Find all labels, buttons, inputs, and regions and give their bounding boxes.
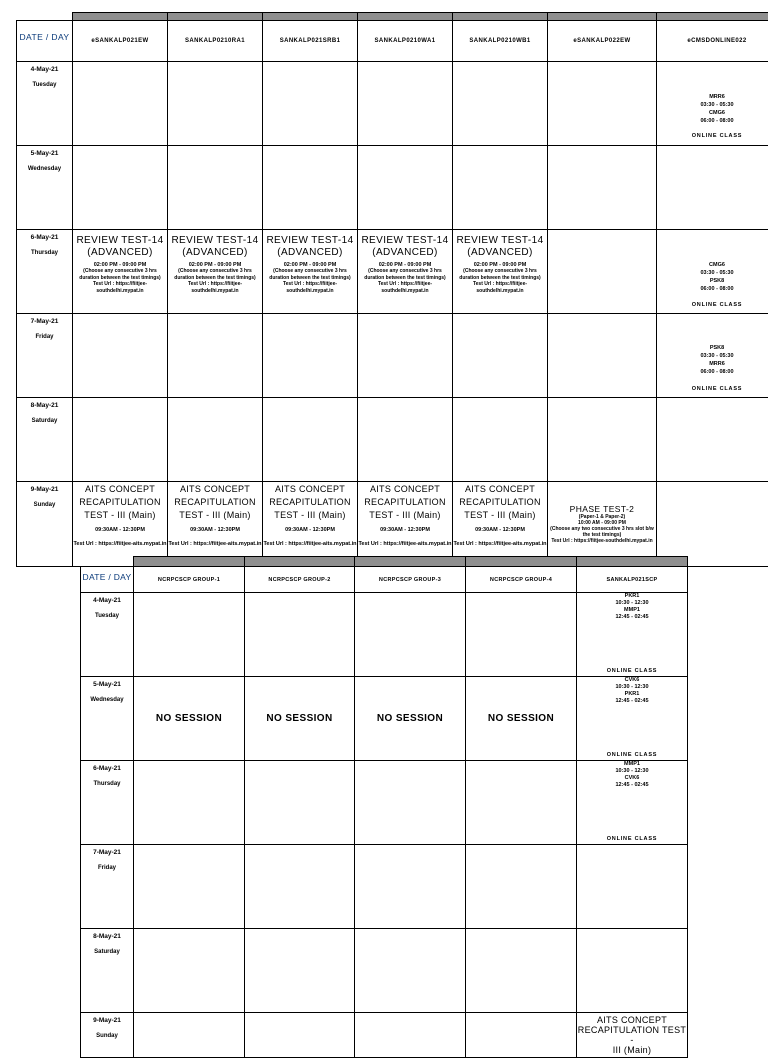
- aits-title: RECAPITULATION TEST -: [577, 1025, 687, 1045]
- review-test-cell: [453, 230, 548, 314]
- date: 5-May-21: [17, 150, 72, 157]
- date-cell: [17, 230, 73, 314]
- aits-title: TEST - III (Main): [73, 510, 167, 521]
- col-header: SANKALP0210WA1: [358, 21, 453, 62]
- date-cell: [17, 314, 73, 398]
- test-url: Test Url : https://fiitjee-southdelhi.mypat.in: [263, 281, 357, 294]
- test-url: Test Url : https://fiitjee-aits.mypat.in: [453, 541, 547, 548]
- test-note: (Choose any consecutive 3 hrs duration between the test timings): [73, 268, 167, 281]
- test-url: Test Url : https://fiitjee-southdelhi.mypat.in: [73, 281, 167, 294]
- test-note: (Choose any consecutive 3 hrs duration between the test timings): [453, 268, 547, 281]
- weekday: Sunday: [81, 1033, 133, 1039]
- weekday: Sunday: [17, 502, 72, 508]
- faculty-code: CVK6: [577, 775, 687, 782]
- col-header: SANKALP0210RA1: [168, 21, 263, 62]
- review-title: REVIEW TEST-14: [73, 235, 167, 247]
- review-subtitle: (ADVANCED): [263, 247, 357, 259]
- faculty-code: PKR1: [577, 593, 687, 600]
- table-row: [17, 230, 768, 314]
- test-url: Test Url : https://fiitjee-southdelhi.mypat.in: [453, 281, 547, 294]
- date-cell: [81, 929, 134, 1013]
- review-title: REVIEW TEST-14: [168, 235, 262, 247]
- timetable-top: [16, 12, 768, 567]
- weekday: Saturday: [81, 949, 133, 955]
- aits-title: TEST - III (Main): [168, 510, 262, 521]
- test-time: 02:00 PM - 09:00 PM: [168, 262, 262, 268]
- test-time: 09:30AM - 12:30PM: [168, 527, 262, 533]
- aits-title: RECAPITULATION: [168, 497, 262, 508]
- test-time: 09:30AM - 12:30PM: [263, 527, 357, 533]
- table-row: [81, 845, 688, 929]
- online-class-label: ONLINE CLASS: [657, 385, 768, 393]
- phase-papers: (Paper-1 & Paper-2): [548, 514, 656, 520]
- aits-title: AITS CONCEPT: [358, 484, 452, 495]
- time-slot: 10:30 - 12:30: [577, 600, 687, 607]
- date-day-header: DATE / DAY: [17, 21, 73, 62]
- sankalp-cell: [577, 761, 688, 845]
- date: 7-May-21: [81, 849, 133, 856]
- faculty-code: CMG6: [657, 261, 768, 269]
- aits-title: TEST - III (Main): [453, 510, 547, 521]
- aits-title: RECAPITULATION: [263, 497, 357, 508]
- weekday: Thursday: [81, 781, 133, 787]
- review-test-cell: [263, 230, 358, 314]
- time-slot: 12:45 - 02:45: [577, 698, 687, 705]
- aits-title: AITS CONCEPT: [577, 1015, 687, 1025]
- test-url: Test Url : https://fiitjee-southdelhi.mypat.in: [358, 281, 452, 294]
- aits-title: RECAPITULATION: [73, 497, 167, 508]
- cms-cell: [657, 62, 768, 146]
- no-session-cell: NO SESSION: [466, 677, 577, 761]
- phase-test-cell: [548, 482, 657, 567]
- test-note: (Choose any two consecutive 3 hrs slot b/w the test timings): [548, 526, 656, 538]
- review-test-cell: [358, 230, 453, 314]
- date-cell: [81, 761, 134, 845]
- faculty-code: CMG6: [657, 109, 768, 117]
- weekday: Friday: [17, 334, 72, 340]
- sankalp-cell: [577, 593, 688, 677]
- review-subtitle: (ADVANCED): [73, 247, 167, 259]
- no-session-cell: NO SESSION: [134, 677, 245, 761]
- faculty-code: MMP1: [577, 607, 687, 614]
- review-subtitle: (ADVANCED): [358, 247, 452, 259]
- col-header: NCRPCSCP GROUP-4: [466, 567, 577, 593]
- test-time: 09:30AM - 12:30PM: [358, 527, 452, 533]
- table-row: [17, 62, 768, 146]
- col-header: NCRPCSCP GROUP-1: [134, 567, 245, 593]
- aits-test-cell: [358, 482, 453, 567]
- cms-cell: [657, 314, 768, 398]
- date-cell: [81, 677, 134, 761]
- aits-title: AITS CONCEPT: [453, 484, 547, 495]
- date: 4-May-21: [81, 597, 133, 604]
- time-slot: 06:00 - 08:00: [657, 368, 768, 376]
- date: 9-May-21: [81, 1017, 133, 1024]
- date: 9-May-21: [17, 486, 72, 493]
- col-header: SANKALP0210WB1: [453, 21, 548, 62]
- weekday: Tuesday: [17, 82, 72, 88]
- date: 8-May-21: [81, 933, 133, 940]
- test-url: Test Url : https://fiitjee-southdelhi.mypat.in: [548, 538, 656, 544]
- no-session-cell: NO SESSION: [355, 677, 466, 761]
- aits-test-cell: [577, 1013, 688, 1058]
- table-row: [81, 677, 688, 761]
- test-note: (Choose any consecutive 3 hrs duration between the test timings): [263, 268, 357, 281]
- test-time: 02:00 PM - 09:00 PM: [73, 262, 167, 268]
- weekday: Wednesday: [81, 697, 133, 703]
- review-title: REVIEW TEST-14: [453, 235, 547, 247]
- date-day-header: DATE / DAY: [81, 567, 134, 593]
- time-slot: 12:45 - 02:45: [577, 614, 687, 621]
- time-slot: 10:30 - 12:30: [577, 768, 687, 775]
- faculty-code: MMP1: [577, 761, 687, 768]
- time-slot: 10:30 - 12:30: [577, 684, 687, 691]
- aits-title: AITS CONCEPT: [168, 484, 262, 495]
- test-url: Test Url : https://fiitjee-southdelhi.mypat.in: [168, 281, 262, 294]
- review-test-cell: [73, 230, 168, 314]
- weekday: Wednesday: [17, 166, 72, 172]
- date-cell: [17, 398, 73, 482]
- review-title: REVIEW TEST-14: [358, 235, 452, 247]
- test-url: Test Url : https://fiitjee-aits.mypat.in: [168, 541, 262, 548]
- weekday: Saturday: [17, 418, 72, 424]
- table-row: [81, 593, 688, 677]
- test-time: 02:00 PM - 09:00 PM: [453, 262, 547, 268]
- online-class-label: ONLINE CLASS: [657, 132, 768, 140]
- no-session-cell: NO SESSION: [245, 677, 355, 761]
- table-row: [17, 398, 768, 482]
- cms-cell: [657, 230, 768, 314]
- review-title: REVIEW TEST-14: [263, 235, 357, 247]
- col-header: SANKALP021SCP: [577, 567, 688, 593]
- table-row: [81, 1013, 688, 1058]
- aits-title: RECAPITULATION: [453, 497, 547, 508]
- weekday: Tuesday: [81, 613, 133, 619]
- faculty-code: CVK6: [577, 677, 687, 684]
- timetable-bottom: [80, 556, 688, 1058]
- date: 5-May-21: [81, 681, 133, 688]
- col-header: SANKALP021SRB1: [263, 21, 358, 62]
- test-time: 09:30AM - 12:30PM: [73, 527, 167, 533]
- col-header: eCMSDONLINE022: [657, 21, 768, 62]
- faculty-code: PSK8: [657, 277, 768, 285]
- aits-title: RECAPITULATION: [358, 497, 452, 508]
- header-row: [81, 567, 688, 593]
- test-note: (Choose any consecutive 3 hrs duration between the test timings): [168, 268, 262, 281]
- date: 6-May-21: [81, 765, 133, 772]
- date: 4-May-21: [17, 66, 72, 73]
- aits-title: III (Main): [577, 1045, 687, 1055]
- table-row: [81, 761, 688, 845]
- aits-test-cell: [168, 482, 263, 567]
- faculty-code: PKR1: [577, 691, 687, 698]
- table-row: [81, 929, 688, 1013]
- date-cell: [81, 593, 134, 677]
- test-note: (Choose any consecutive 3 hrs duration between the test timings): [358, 268, 452, 281]
- test-url: Test Url : https://fiitjee-aits.mypat.in: [263, 541, 357, 548]
- sankalp-cell: [577, 677, 688, 761]
- online-class-label: ONLINE CLASS: [657, 301, 768, 309]
- online-class-label: ONLINE CLASS: [577, 752, 687, 759]
- review-subtitle: (ADVANCED): [168, 247, 262, 259]
- time-slot: 06:00 - 08:00: [657, 117, 768, 125]
- test-url: Test Url : https://fiitjee-aits.mypat.in: [73, 541, 167, 548]
- date-cell: [81, 845, 134, 929]
- aits-title: AITS CONCEPT: [73, 484, 167, 495]
- date: 7-May-21: [17, 318, 72, 325]
- col-header: NCRPCSCP GROUP-3: [355, 567, 466, 593]
- faculty-code: PSK8: [657, 344, 768, 352]
- aits-title: TEST - III (Main): [358, 510, 452, 521]
- table-row: [17, 146, 768, 230]
- time-slot: 03:30 - 05:30: [657, 269, 768, 277]
- time-slot: 03:30 - 05:30: [657, 101, 768, 109]
- faculty-code: MRR6: [657, 360, 768, 368]
- time-slot: 12:45 - 02:45: [577, 782, 687, 789]
- table-row: [17, 314, 768, 398]
- online-class-label: ONLINE CLASS: [577, 836, 687, 843]
- weekday: Thursday: [17, 250, 72, 256]
- date: 8-May-21: [17, 402, 72, 409]
- online-class-label: ONLINE CLASS: [577, 668, 687, 675]
- date-cell: [17, 482, 73, 567]
- review-test-cell: [168, 230, 263, 314]
- aits-test-cell: [263, 482, 358, 567]
- table-row: [17, 482, 768, 567]
- phase-title: PHASE TEST-2: [548, 504, 656, 514]
- test-time: 10:00 AM - 09:00 PM: [548, 520, 656, 526]
- header-row: [17, 21, 768, 62]
- test-time: 02:00 PM - 09:00 PM: [358, 262, 452, 268]
- col-header: NCRPCSCP GROUP-2: [245, 567, 355, 593]
- weekday: Friday: [81, 865, 133, 871]
- aits-test-cell: [453, 482, 548, 567]
- col-header: eSANKALP021EW: [73, 21, 168, 62]
- date-cell: [17, 62, 73, 146]
- aits-title: AITS CONCEPT: [263, 484, 357, 495]
- aits-title: TEST - III (Main): [263, 510, 357, 521]
- date: 6-May-21: [17, 234, 72, 241]
- test-time: 09:30AM - 12:30PM: [453, 527, 547, 533]
- time-slot: 03:30 - 05:30: [657, 352, 768, 360]
- review-subtitle: (ADVANCED): [453, 247, 547, 259]
- test-time: 02:00 PM - 09:00 PM: [263, 262, 357, 268]
- test-url: Test Url : https://fiitjee-aits.mypat.in: [358, 541, 452, 548]
- faculty-code: MRR6: [657, 93, 768, 101]
- time-slot: 06:00 - 08:00: [657, 285, 768, 293]
- aits-test-cell: [73, 482, 168, 567]
- date-cell: [81, 1013, 134, 1058]
- col-header: eSANKALP022EW: [548, 21, 657, 62]
- date-cell: [17, 146, 73, 230]
